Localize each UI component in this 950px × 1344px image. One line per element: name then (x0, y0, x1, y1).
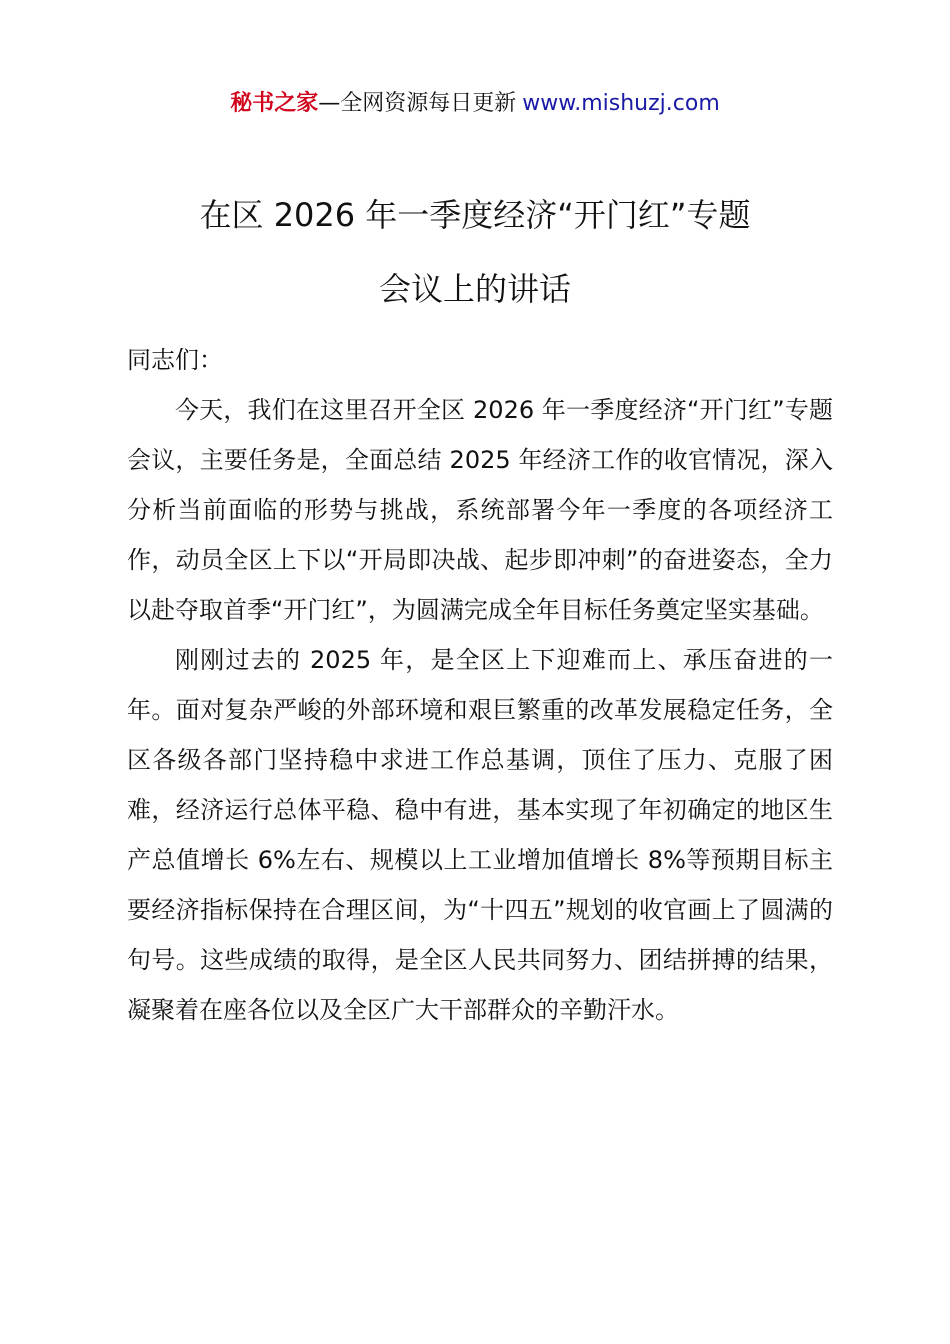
paragraph-1: 今天，我们在这里召开全区 2026 年一季度经济“开门红”专题会议，主要任务是，全面总结 2025 年经济工作的收官情况，深入分析当前面临的形势与挑战，系统部署今年一季度的各项经济工作，动员全区上下以“开局即决战、起步即冲刺”的奋进姿态，全力以赴夺取首季“开门红”，为圆满完成全年目标任务奠定坚实基础。 (127, 396, 833, 624)
document-body (127, 335, 833, 1035)
site-url-link[interactable]: www.mishuzj.com (522, 91, 720, 116)
paragraph-2: 刚刚过去的 2025 年，是全区上下迎难而上、承压奋进的一年。面对复杂严峻的外部环境和艰巨繁重的改革发展稳定任务，全区各级各部门坚持稳中求进工作总基调，顶住了压力、克服了困难，经济运行总体平稳、稳中有进，基本实现了年初确定的地区生产总值增长 6%左右、规模以上工业增加值增长 8%等预期目标主要经济指标保持在合理区间，为“十四五”规划的收官画上了圆满的句号。这些成绩的取得，是全区人民共同努力、团结拼搏的结果，凝聚着在座各位以及全区广大干部群众的辛勤汗水。 (127, 646, 833, 1024)
document-title (110, 178, 840, 326)
title-line-1: 在区 2026 年一季度经济“开门红”专题 (199, 196, 751, 234)
brand-name: 秘书之家 (230, 91, 319, 116)
header-tagline: —全网资源每日更新 (318, 91, 517, 116)
site-header (0, 88, 950, 120)
title-line-2: 会议上的讲话 (378, 270, 571, 308)
salutation: 同志们： (127, 346, 223, 374)
